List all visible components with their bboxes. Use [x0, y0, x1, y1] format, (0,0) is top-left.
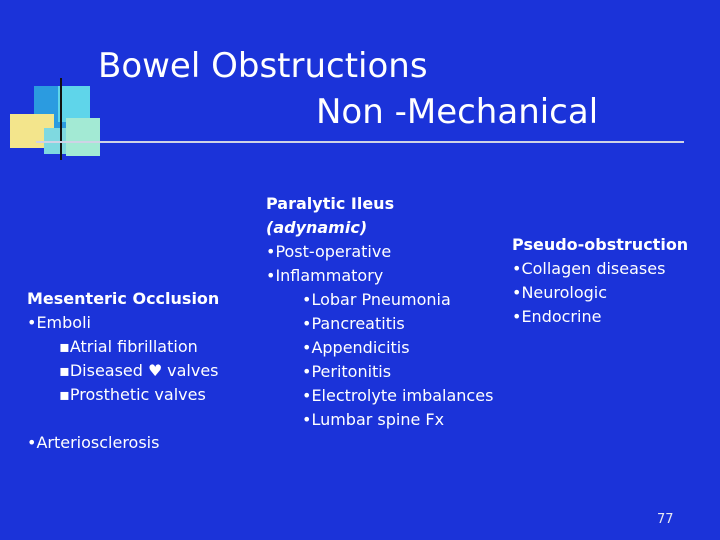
paralytic-subheading: (adynamic): [266, 218, 368, 237]
list-item-diseased-valves: [27, 359, 219, 383]
paralytic-heading: Paralytic Ileus: [266, 194, 395, 213]
decor-square-cyan: [58, 86, 90, 122]
list-item: •Collagen diseases: [512, 259, 666, 278]
list-item-text: ▪Diseased: [59, 361, 143, 380]
list-item-text: valves: [167, 361, 219, 380]
slide-title: Bowel Obstructions: [98, 46, 428, 86]
slide-subtitle: Non -Mechanical: [316, 92, 599, 132]
list-item: •Arteriosclerosis: [27, 433, 160, 452]
mesenteric-heading: Mesenteric Occlusion: [27, 289, 220, 308]
list-item: •Peritonitis: [302, 362, 392, 381]
list-item: •Lobar Pneumonia: [302, 290, 451, 309]
list-item: ▪Prosthetic valves: [59, 385, 206, 404]
heart-icon: ♥: [148, 361, 163, 380]
decor-vertical-line: [60, 78, 62, 160]
mesenteric-column: [27, 287, 219, 455]
list-item: •Post-operative: [266, 242, 392, 261]
paralytic-column: [266, 192, 493, 432]
decor-square-mint: [66, 118, 100, 156]
list-item: •Appendicitis: [302, 338, 410, 357]
pseudo-column: [512, 233, 688, 329]
list-spacer: [27, 407, 219, 431]
list-item: •Emboli: [27, 313, 91, 332]
list-item: •Neurologic: [512, 283, 608, 302]
list-item: •Endocrine: [512, 307, 602, 326]
list-item: •Lumbar spine Fx: [302, 410, 445, 429]
list-item: •Pancreatitis: [302, 314, 405, 333]
title-rule: [36, 141, 684, 143]
page-number: 77: [657, 512, 674, 527]
list-item: ▪Atrial fibrillation: [59, 337, 198, 356]
list-item: •Inflammatory: [266, 266, 384, 285]
pseudo-heading: Pseudo-obstruction: [512, 235, 689, 254]
list-item: •Electrolyte imbalances: [302, 386, 494, 405]
